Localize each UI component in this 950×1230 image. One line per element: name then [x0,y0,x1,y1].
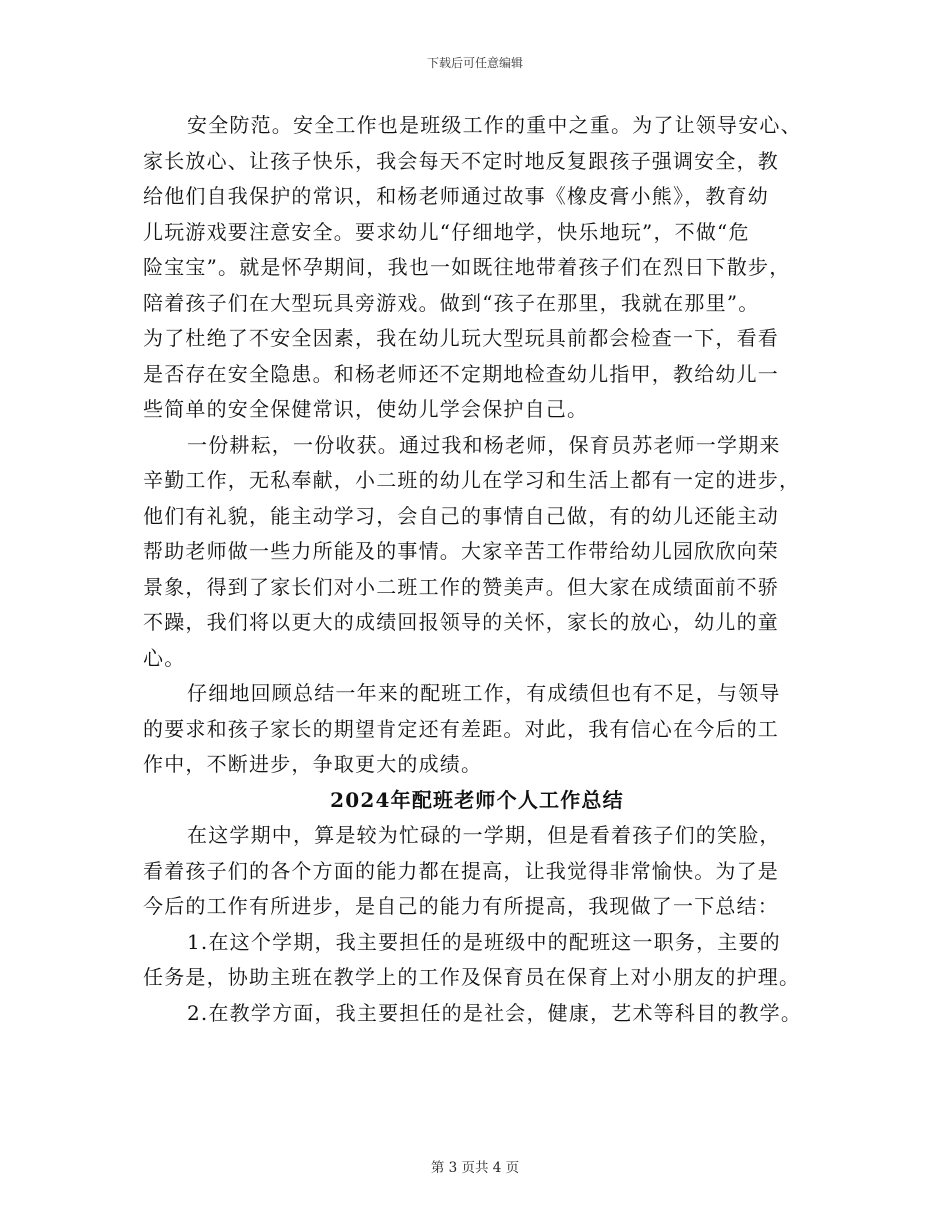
text-line: 在这学期中，算是较为忙碌的一学期，但是看着孩子们的笑脸， [187,823,781,847]
document-body [143,108,811,1031]
text-line: 帮助老师做一些力所能及的事情。大家辛苦工作带给幼儿园欣欣向荣 [143,539,779,563]
text-line: 2.在教学方面，我主要担任的是社会，健康，艺术等科目的教学。 [187,1000,803,1025]
text-line: 陪着孩子们在大型玩具旁游戏。做到“孩子在那里，我就在那里”。 [143,290,760,315]
text-line: 安全防范。安全工作也是班级工作的重中之重。为了让领导安心、 [187,113,802,137]
text-line: 看着孩子们的各个方面的能力都在提高，让我觉得非常愉快。为了是 [143,858,779,883]
text-line: 他们有礼貌，能主动学习，会自己的事情自己做，有的幼儿还能主动 [143,503,779,528]
text-line: 给他们自我保护的常识，和杨老师通过故事《橡皮膏小熊》，教育幼 [143,184,769,208]
text-line: 今后的工作有所进步，是自己的能力有所提高，我现做了一下总结： [143,894,779,918]
text-line: 仔细地回顾总结一年来的配班工作，有成绩但也有不足，与领导 [187,681,781,705]
text-line: 心。 [143,645,186,670]
page-header: 下载后可任意编辑 [426,56,523,70]
text-line: 儿玩游戏要注意安全。要求幼儿“仔细地学，快乐地玩”，不做“危 [143,219,750,244]
text-line: 1.在这个学期，我主要担任的是班级中的配班这一职务，主要的 [187,929,781,954]
text-line: 些简单的安全保健常识，使幼儿学会保护自己。 [143,397,589,421]
text-line: 作中，不断进步，争取更大的成绩。 [143,752,483,776]
page-footer: 第 3 页共 4 页 [430,1160,520,1176]
text-line: 是否存在安全隐患。和杨老师还不定期地检查幼儿指甲，教给幼儿一 [143,361,779,386]
section-heading: 2024年配班老师个人工作总结 [330,787,624,812]
text-line: 家长放心、让孩子快乐，我会每天不定时地反复跟孩子强调安全，教 [143,148,779,173]
text-line: 一份耕耘，一份收获。通过我和杨老师，保育员苏老师一学期来 [187,432,781,457]
text-line: 景象，得到了家长们对小二班工作的赞美声。但大家在成绩面前不骄 [143,574,779,599]
text-line: 任务是，协助主班在教学上的工作及保育员在保育上对小朋友的护理。 [143,965,801,989]
text-line: 不躁，我们将以更大的成绩回报领导的关怀，家长的放心，幼儿的童 [143,610,779,634]
text-line: 辛勤工作，无私奉献，小二班的幼儿在学习和生活上都有一定的进步， [143,468,801,492]
text-line: 为了杜绝了不安全因素，我在幼儿玩大型玩具前都会检查一下，看看 [143,326,779,350]
text-line: 险宝宝”。就是怀孕期间，我也一如既往地带着孩子们在烈日下散步， [143,255,791,279]
text-line: 的要求和孩子家长的期望肯定还有差距。对此，我有信心在今后的工 [143,716,779,741]
